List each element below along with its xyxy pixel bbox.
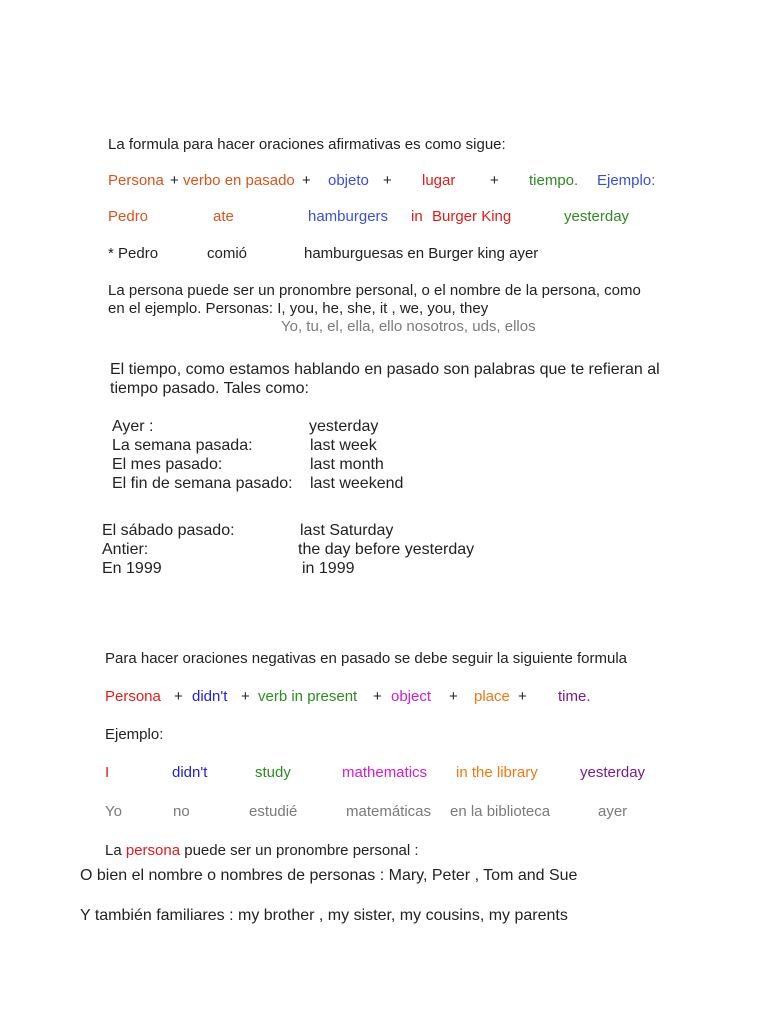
time-row-en: yesterday <box>309 418 379 435</box>
translation-pedro: * Pedro <box>108 245 159 262</box>
formula-objeto: objeto <box>328 172 369 189</box>
tiempo-line2: tiempo pasado. Tales como: <box>110 380 309 397</box>
formula-ejemplo: Ejemplo: <box>597 172 656 189</box>
family-line: Y también familiares : my brother , my sister, my cousins, my parents <box>80 907 568 924</box>
time-row-en: last weekend <box>310 475 404 492</box>
time-row-es: En 1999 <box>102 560 162 577</box>
neg-formula-plus: + <box>174 688 183 705</box>
neg-formula-plus: + <box>373 688 382 705</box>
formula-plus: + <box>170 172 179 189</box>
persona-note-line2: en el ejemplo. Personas: I, you, he, she, it , we, you, they <box>108 300 489 317</box>
translation-rest: hamburguesas en Burger king ayer <box>304 245 539 262</box>
persona-note-line1: La persona puede ser un pronombre personal, o el nombre de la persona, como <box>108 282 641 299</box>
names-line: O bien el nombre o nombres de personas : Mary, Peter , Tom and Sue <box>80 867 578 884</box>
time-row-es: El fin de semana pasado: <box>112 475 293 492</box>
time-row-es: El sábado pasado: <box>102 522 235 539</box>
neg-formula-verb: verb in present <box>258 688 358 705</box>
tiempo-line1: El tiempo, como estamos hablando en pasado son palabras que te refieran al <box>110 361 660 378</box>
neg-example-didnt: didn't <box>172 764 208 781</box>
time-row-en: last Saturday <box>300 522 394 539</box>
neg-example-i: I <box>105 764 110 781</box>
persona-line-post: puede ser un pronombre personal : <box>184 842 419 859</box>
neg-formula-object: object <box>391 688 432 705</box>
formula-verbo: verbo en pasado <box>183 172 295 189</box>
persona-line-pre: La <box>105 842 122 859</box>
time-row-en: last month <box>310 456 384 473</box>
formula-persona: Persona <box>108 172 164 189</box>
neg-example-mathematics: mathematics <box>342 764 428 781</box>
persona-note-line3: Yo, tu, el, ella, ello nosotros, uds, ellos <box>281 318 536 335</box>
formula-lugar: lugar <box>422 172 456 189</box>
neg-translation-no: no <box>173 803 190 820</box>
example-hamburgers: hamburgers <box>308 208 389 225</box>
example-pedro: Pedro <box>108 208 149 225</box>
neg-example-yesterday: yesterday <box>580 764 646 781</box>
formula-plus: + <box>383 172 392 189</box>
neg-formula-persona: Persona <box>105 688 161 705</box>
ejemplo-label: Ejemplo: <box>105 726 164 743</box>
time-row-es: Antier: <box>102 541 149 558</box>
example-ate: ate <box>213 208 234 225</box>
time-row-es: El mes pasado: <box>112 456 223 473</box>
persona-line <box>105 842 419 860</box>
neg-example-library: in the library <box>456 764 538 781</box>
time-row-es: La semana pasada: <box>112 437 253 454</box>
neg-translation-yo: Yo <box>105 803 122 820</box>
neg-formula-plus: + <box>518 688 527 705</box>
time-row-es: Ayer : <box>112 418 154 435</box>
translation-comio: comió <box>207 245 248 262</box>
persona-line-word: persona <box>125 842 181 859</box>
neg-formula-plus: + <box>449 688 458 705</box>
time-row-en: the day before yesterday <box>298 541 475 558</box>
formula-plus: + <box>490 172 499 189</box>
neg-translation-matematicas: matemáticas <box>346 803 432 820</box>
affirmative-intro: La formula para hacer oraciones afirmativas es como sigue: <box>108 136 506 153</box>
neg-translation-biblioteca: en la biblioteca <box>450 803 551 820</box>
formula-tiempo: tiempo. <box>529 172 579 189</box>
negative-intro: Para hacer oraciones negativas en pasado se debe seguir la siguiente formula <box>105 650 627 667</box>
example-burger-king: Burger King <box>432 208 512 225</box>
time-row-en: last week <box>310 437 377 454</box>
neg-formula-time: time. <box>558 688 591 705</box>
example-in: in <box>411 208 423 225</box>
neg-formula-plus: + <box>241 688 250 705</box>
neg-formula-place: place <box>474 688 510 705</box>
neg-formula-didnt: didn't <box>192 688 228 705</box>
neg-translation-estudie: estudié <box>249 803 298 820</box>
time-row-en: in 1999 <box>302 560 355 577</box>
formula-plus: + <box>302 172 311 189</box>
neg-example-study: study <box>255 764 291 781</box>
neg-translation-ayer: ayer <box>598 803 628 820</box>
example-yesterday: yesterday <box>564 208 630 225</box>
